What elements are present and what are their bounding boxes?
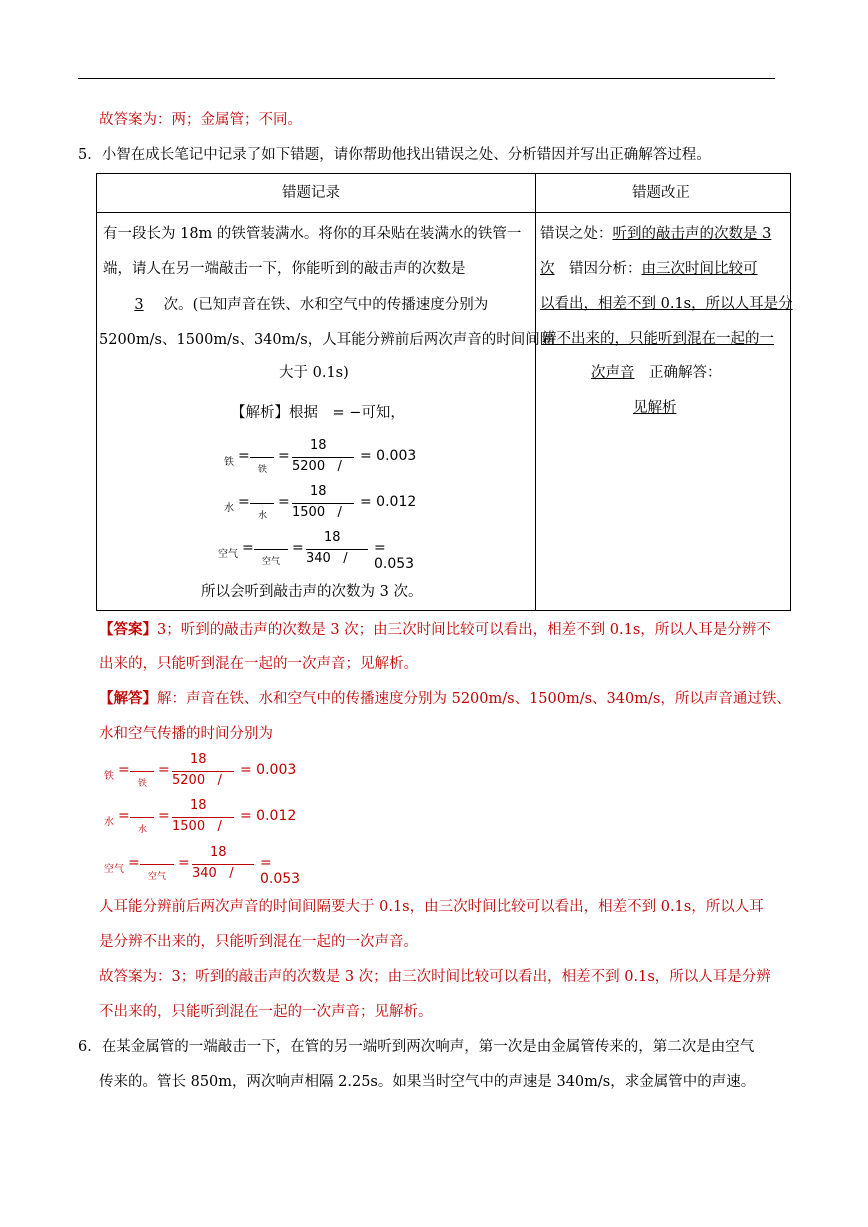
equals-sign: = xyxy=(118,762,130,778)
solution-line-6: 不出来的，只能听到混在一起的一次声音；见解析。 xyxy=(99,1004,433,1020)
formula-1 xyxy=(224,482,424,532)
formula-0 xyxy=(224,436,424,486)
fraction-denominator: 5200 / xyxy=(292,459,342,474)
fraction-denominator-subscript: 空气 xyxy=(148,872,167,882)
equals-sign: = xyxy=(292,540,304,556)
fraction-bar xyxy=(292,503,354,504)
fraction-bar xyxy=(250,457,274,458)
fraction-bar xyxy=(192,864,254,865)
solution-line-2: 水和空气传播的时间分别为 xyxy=(99,726,273,742)
fraction-bar xyxy=(130,817,154,818)
fraction-denominator-subscript: 水 xyxy=(258,511,268,521)
fraction-numerator: 18 xyxy=(210,845,227,860)
fraction-denominator: 340 / xyxy=(306,551,348,566)
fraction-denominator: 5200 / xyxy=(172,773,222,788)
formula-subscript: 水 xyxy=(104,817,114,828)
formula-subscript: 铁 xyxy=(104,771,114,782)
error-cause-line-3: 辨不出来的，只能听到混在一起的一 xyxy=(542,331,774,347)
fraction-bar xyxy=(172,817,234,818)
record-line-3: 3 次。(已知声音在铁、水和空气中的传播速度分别为 xyxy=(119,295,488,315)
correct-answer-value: 见解析 xyxy=(633,400,677,416)
answer-blank: 3 xyxy=(134,297,144,313)
error-location: 错误之处：听到的敲击声的次数是 3 xyxy=(540,226,772,242)
formula-1 xyxy=(104,796,304,846)
formula-2 xyxy=(104,843,304,893)
fraction-bar xyxy=(250,503,274,504)
fraction-denominator: 1500 / xyxy=(172,819,222,834)
formula-result: = 0.012 xyxy=(240,808,297,824)
formula-subscript: 水 xyxy=(224,503,234,514)
fraction-numerator: 18 xyxy=(190,798,207,813)
record-line-4: 5200m/s、1500m/s、340m/s，人耳能分辨前后两次声音的时间间隔 xyxy=(99,332,555,348)
fraction-denominator-subscript: 空气 xyxy=(262,557,281,567)
error-cause: 次 错因分析：由三次时间比较可 xyxy=(540,261,758,277)
analysis-conclusion: 所以会听到敲击声的次数为 3 次。 xyxy=(201,584,423,600)
error-cause-line-2: 以看出，相差不到 0.1s，所以人耳是分 xyxy=(540,296,793,312)
fraction-numerator: 18 xyxy=(310,438,327,453)
formula-subscript: 铁 xyxy=(224,457,234,468)
formula-result: = 0.012 xyxy=(360,494,417,510)
record-line-5: 大于 0.1s) xyxy=(279,365,349,381)
table-header-right: 错题改正 xyxy=(632,185,690,201)
question-number: 5． xyxy=(78,147,102,163)
previous-answer-line: 故答案为：两；金属管；不同。 xyxy=(99,112,302,128)
fraction-bar xyxy=(130,771,154,772)
question-text: 小智在成长笔记中记录了如下错题，请你帮助他找出错误之处、分析错因并写出正确解答过程。 xyxy=(101,147,711,163)
table-header-left: 错题记录 xyxy=(282,185,340,201)
fraction-bar xyxy=(140,864,174,865)
equals-sign: = xyxy=(278,448,290,464)
equals-sign: = xyxy=(178,855,190,871)
formula-result: = 0.003 xyxy=(360,448,417,464)
formula-subscript: 空气 xyxy=(104,864,124,875)
fraction-denominator-subscript: 铁 xyxy=(258,465,268,475)
equals-sign: = xyxy=(128,855,140,871)
table-divider-vertical xyxy=(535,174,536,610)
equals-sign: = xyxy=(118,808,130,824)
formula-2 xyxy=(218,528,418,578)
answer-line-1: 【答案】3；听到的敲击声的次数是 3 次；由三次时间比较可以看出，相差不到 0.1s，所以人耳是分辨不 xyxy=(99,621,771,638)
fraction-bar xyxy=(254,549,288,550)
fraction-bar xyxy=(172,771,234,772)
fraction-denominator: 1500 / xyxy=(292,505,342,520)
fraction-denominator-subscript: 铁 xyxy=(138,779,148,789)
fraction-bar xyxy=(292,457,354,458)
question-5-prompt xyxy=(78,145,711,165)
table-divider-horizontal xyxy=(97,212,790,213)
formula-0 xyxy=(104,750,304,800)
error-record-table xyxy=(96,173,791,611)
formula-result: = 0.003 xyxy=(240,762,297,778)
fraction-bar xyxy=(306,549,368,550)
equals-sign: = xyxy=(238,448,250,464)
correct-answer-label-line: 次声音 正确解答： xyxy=(591,365,722,381)
question-6-line-1: 6．在某金属管的一端敲击一下，在管的另一端听到两次响声，第一次是由金属管传来的，第二次是由空气 xyxy=(78,1039,755,1055)
equals-sign: = xyxy=(158,762,170,778)
solution-line-4: 是分辨不出来的，只能听到混在一起的一次声音。 xyxy=(99,934,418,950)
record-line-1: 有一段长为 18m 的铁管装满水。将你的耳朵贴在装满水的铁管一 xyxy=(103,226,522,242)
analysis-label: 【解析】根据 = −可知， xyxy=(231,405,405,421)
fraction-numerator: 18 xyxy=(324,530,341,545)
fraction-denominator-subscript: 水 xyxy=(138,825,148,835)
answer-line-2: 出来的，只能听到混在一起的一次声音；见解析。 xyxy=(99,656,418,672)
fraction-denominator: 340 / xyxy=(192,866,234,881)
equals-sign: = xyxy=(158,808,170,824)
solution-line-1: 【解答】解：声音在铁、水和空气中的传播速度分别为 5200m/s、1500m/s、340m/s，所以声音通过铁、 xyxy=(99,690,791,707)
record-line-2: 端，请人在另一端敲击一下，你能听到的敲击声的次数是 xyxy=(103,261,466,277)
header-rule xyxy=(78,78,775,79)
fraction-numerator: 18 xyxy=(310,484,327,499)
solution-line-5: 故答案为：3；听到的敲击声的次数是 3 次；由三次时间比较可以看出，相差不到 0.1s，所以人耳是分辨 xyxy=(99,969,771,985)
equals-sign: = xyxy=(278,494,290,510)
solution-line-3: 人耳能分辨前后两次声音的时间间隔要大于 0.1s，由三次时间比较可以看出，相差不到 0.1s，所以人耳 xyxy=(99,899,764,915)
fraction-numerator: 18 xyxy=(190,752,207,767)
formula-result: = 0.053 xyxy=(374,540,415,572)
question-6-line-2: 传来的。管长 850m，两次响声相隔 2.25s。如果当时空气中的声速是 340m/s，求金属管中的声速。 xyxy=(99,1074,756,1090)
formula-subscript: 空气 xyxy=(218,549,238,560)
equals-sign: = xyxy=(242,540,254,556)
equals-sign: = xyxy=(238,494,250,510)
formula-result: = 0.053 xyxy=(260,855,301,887)
